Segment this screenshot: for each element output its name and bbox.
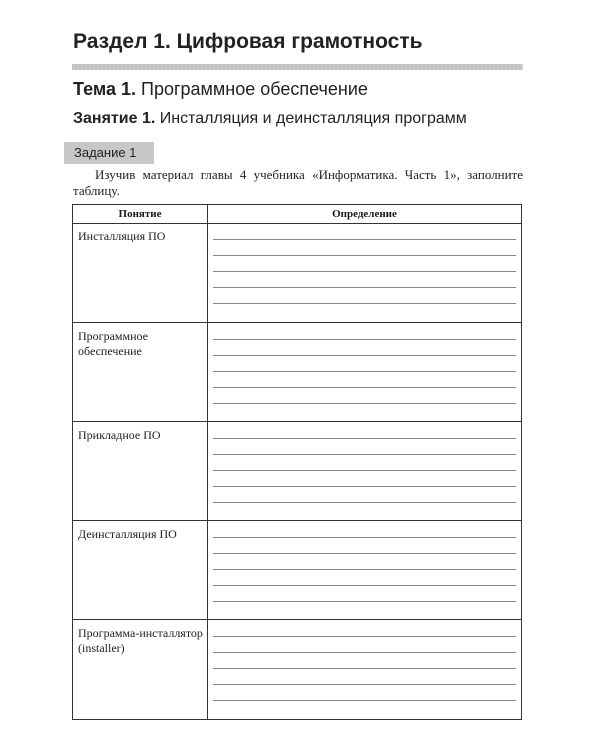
definitions-table [72,204,522,720]
table-header [73,205,521,224]
section-title: Раздел 1. Цифровая грамотность [73,30,423,53]
row-term: Прикладное ПО [78,428,161,442]
table-row [73,422,521,521]
section-divider [72,64,523,70]
topic-heading [73,79,368,100]
definition-lines[interactable] [213,636,516,716]
table-row [73,323,521,422]
row-term: Инсталляция ПО [78,229,166,243]
topic-label: Тема 1. [73,79,136,99]
lesson-name: Инсталляция и деинсталляция программ [159,110,467,127]
row-term: Программа-инсталлятор (installer) [78,626,203,655]
header-concept: Понятие [118,208,162,220]
topic-name: Программное обеспечение [141,79,368,99]
definition-lines[interactable] [213,339,516,419]
table-row [73,521,521,620]
lesson-label: Занятие 1. [73,110,156,127]
header-definition: Определение [332,208,397,220]
definition-lines[interactable] [213,239,516,319]
task-badge: Задание 1 [64,142,154,164]
task-instruction: Изучив материал главы 4 учебника «Информатика. Часть 1», заполните таблицу. [73,167,523,198]
table-row [73,620,521,719]
table-row [73,223,521,323]
definition-lines[interactable] [213,438,516,518]
lesson-heading [73,110,467,128]
row-term: Программное обеспечение [78,329,148,358]
row-term: Деинсталляция ПО [78,527,177,541]
definition-lines[interactable] [213,537,516,617]
